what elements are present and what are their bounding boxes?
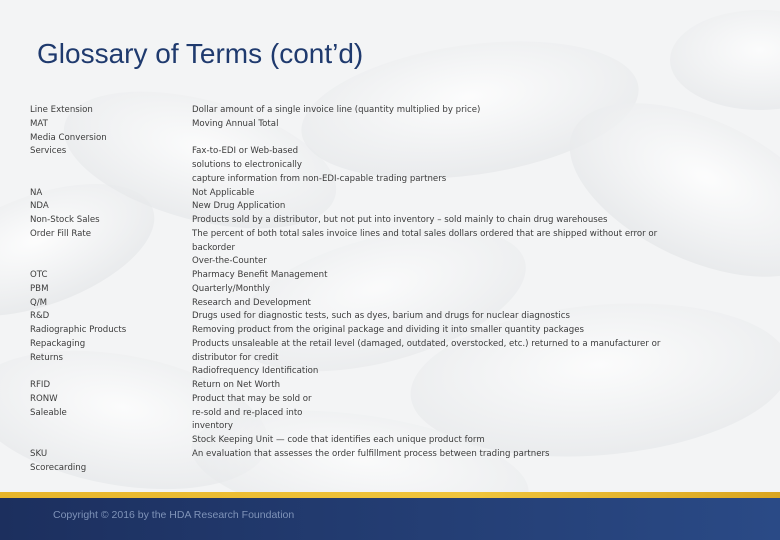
- term-rfid: RFID: [30, 380, 51, 390]
- definition-line: capture information from non-EDI-capable trading partners: [192, 173, 447, 184]
- definition-line: The percent of both total sales invoice lines and total sales dollars ordered that are shipped without error or: [192, 228, 658, 239]
- term-returns: Returns: [30, 352, 63, 363]
- slide-title: Glossary of Terms (cont’d): [37, 38, 364, 69]
- definition-line: inventory: [192, 421, 233, 432]
- definition-line: re-sold and re-placed into: [192, 407, 303, 418]
- definition-line: New Drug Application: [192, 201, 286, 212]
- definition-line: An evaluation that assesses the order fulfillment process between trading partners: [192, 448, 550, 459]
- terms-column: [30, 104, 180, 475]
- term-nda: NDA: [30, 201, 49, 212]
- definition-line: Radiofrequency Identification: [192, 366, 319, 377]
- term-qm: Q/M: [30, 297, 48, 308]
- term-media-conversion: Media Conversion: [30, 132, 107, 143]
- definition-line: Return on Net Worth: [192, 380, 281, 390]
- definition-line: Fax-to-EDI or Web-based: [192, 146, 299, 157]
- definition-line: Research and Development: [192, 297, 311, 308]
- definition-line: Products unsaleable at the retail level (damaged, outdated, overstocked, etc.) returned to a manufacturer or: [192, 338, 661, 349]
- term-services: Services: [30, 146, 67, 157]
- definition-line: Moving Annual Total: [192, 118, 279, 129]
- term-saleable: Saleable: [30, 407, 67, 418]
- term-line-extension: Line Extension: [30, 105, 93, 115]
- definition-line: Drugs used for diagnostic tests, such as dyes, barium and drugs for nuclear diagnostics: [192, 311, 570, 322]
- definition-line: distributor for credit: [192, 352, 279, 363]
- definitions-column: [192, 104, 737, 462]
- term-non-stock-sales: Non-Stock Sales: [30, 215, 100, 225]
- definition-line: Quarterly/Monthly: [192, 283, 270, 294]
- term-mat: MAT: [30, 118, 48, 129]
- term-scorecarding: Scorecarding: [30, 462, 87, 473]
- term-order-fill-rate: Order Fill Rate: [30, 228, 92, 239]
- definition-line: Product that may be sold or: [192, 393, 312, 404]
- term-sku: SKU: [30, 448, 48, 459]
- term-rd: R&D: [30, 311, 50, 322]
- copyright-text: Copyright © 2016 by the HDA Research Foundation: [53, 509, 295, 521]
- definition-line: Products sold by a distributor, but not put into inventory – sold mainly to chain drug warehouses: [192, 215, 608, 225]
- definition-line: solutions to electronically: [192, 160, 302, 170]
- definition-line: Dollar amount of a single invoice line (quantity multiplied by price): [192, 105, 481, 115]
- definition-line: Not Applicable: [192, 187, 255, 198]
- term-otc: OTC: [30, 270, 48, 280]
- term-ronw: RONW: [30, 393, 58, 404]
- definition-line: Removing product from the original package and dividing it into smaller quantity packages: [192, 325, 584, 335]
- term-na: NA: [30, 187, 43, 198]
- term-pbm: PBM: [30, 283, 49, 294]
- definition-line: Stock Keeping Unit — code that identifies each unique product form: [192, 435, 485, 445]
- definition-line: Over-the-Counter: [192, 256, 267, 267]
- definition-line: backorder: [192, 242, 236, 253]
- term-radiographic-products: Radiographic Products: [30, 325, 127, 335]
- term-repackaging: Repackaging: [30, 338, 86, 349]
- definition-line: Pharmacy Benefit Management: [192, 270, 328, 280]
